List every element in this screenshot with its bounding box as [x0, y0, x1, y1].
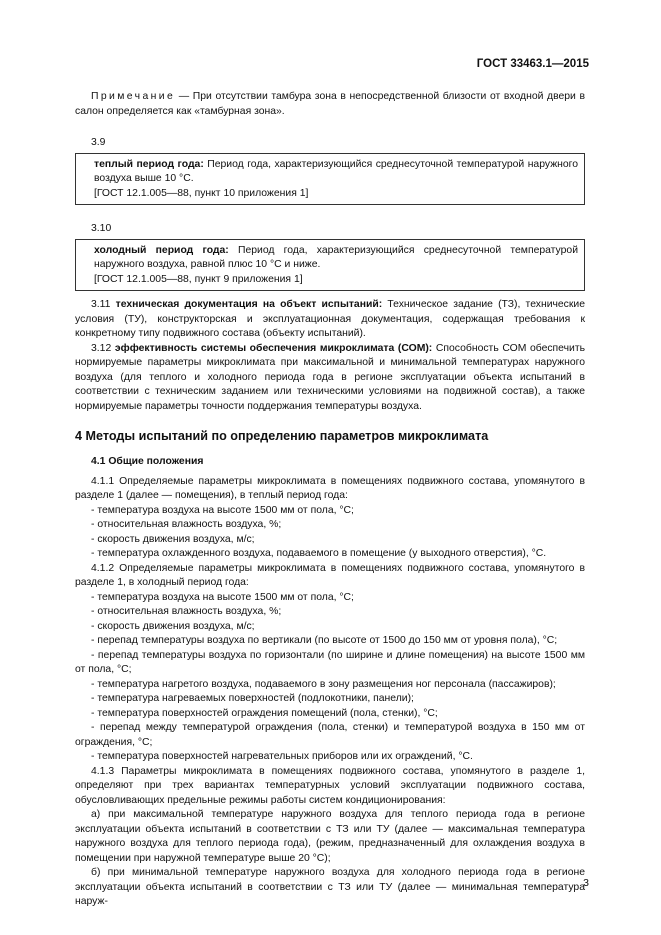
clause-4-1-1: 4.1.1 Определяемые параметры микроклимата в помещениях подвижного состава, упомянутого в разделе 1 (далее — помещения), в теплый период года:: [75, 475, 585, 501]
term-text: Техническое задание (ТЗ), технические условия (ТУ), конструкторская и эксплуатационная документация, содержащая требования к конкретному типу подвижного состава (объекту испытаний).: [75, 299, 586, 339]
term-name: эффективность системы обеспечения микроклимата (СОМ):: [114, 342, 433, 354]
document-code: ГОСТ 33463.1—2015: [476, 58, 589, 70]
note-text: — При отсутствии тамбура зона в непосредственной близости от входной двери в салон определяется как «тамбурная зона».: [75, 91, 585, 117]
term-definition-text: Период года, характеризующийся среднесуточной температурой наружного воздуха выше 10 °С.: [94, 158, 578, 184]
list-item: - температура поверхностей нагревательных приборов или их ограждений, °С.: [91, 751, 473, 762]
term-number: 3.12: [91, 342, 112, 354]
term-definition: [94, 244, 578, 273]
term-3-11: [75, 298, 585, 342]
note-paragraph: [75, 90, 585, 119]
list-item: - температура воздуха на высоте 1500 мм от пола, °С;: [91, 591, 354, 603]
term-box-3-9: [75, 153, 585, 206]
term-box-3-10: [75, 239, 585, 292]
list-item: - температура охлажденного воздуха, подаваемого в помещение (у выходного отверстия), °С.: [91, 548, 547, 559]
page-number: 3: [583, 877, 589, 889]
list-item: - температура нагретого воздуха, подаваемого в зону размещения ног персонала (пассажиров);: [91, 678, 556, 690]
term-source: [ГОСТ 12.1.005—88, пункт 10 приложения 1]: [94, 187, 309, 199]
clause-4-1-3-b: б) при минимальной температуре наружного воздуха для холодного периода года в регионе эксплуатации объекта испытаний в соответствии с ТЗ или ТУ (далее — минимальная температура наруж-: [75, 867, 585, 907]
list-item: - перепад между температурой ограждения (пола, стенки) и температурой воздуха в 150 мм от ограждения, °С;: [75, 722, 585, 748]
term-number-3-10: 3.10: [91, 223, 112, 234]
list-item: - температура воздуха на высоте 1500 мм от пола, °С;: [91, 504, 354, 516]
term-definition-text: Период года, характеризующийся среднесуточной температурой наружного воздуха, равной плюс 10 °С и ниже.: [94, 244, 578, 270]
term-name: техническая документация на объект испытаний:: [115, 299, 383, 310]
term-text: Способность СОМ обеспечить нормируемые параметры микроклимата при максимальной и минимальной температурах наружного воздуха (для теплого и холодного периода года в регионе эксплуатации объекта испытаний в соответствии с техническим заданием или техническими условиями на подвижной состав), а также нормируемые параметры точности поддержания температуры воздуха.: [75, 342, 586, 412]
list-item: - относительная влажность воздуха, %;: [91, 606, 282, 617]
term-definition: [94, 158, 578, 187]
list-item: - перепад температуры воздуха по вертикали (по высоте от 1500 до 150 мм от уровня пола), °С;: [91, 635, 558, 646]
term-3-12: [75, 342, 585, 415]
list-item: - относительная влажность воздуха, %;: [91, 519, 282, 530]
list-item: - температура поверхностей ограждения помещений (пола, стенки), °С;: [91, 707, 438, 719]
clause-4-1-3: 4.1.3 Параметры микроклимата в помещениях подвижного состава, упомянутого в разделе 1, определяют при трех вариантах температурных условий эксплуатации подвижного состава, обусловливающих предельные режимы работы систем кондиционирования:: [75, 765, 585, 806]
list-item: - скорость движения воздуха, м/с;: [91, 533, 255, 545]
subsection-4-1-title: 4.1 Общие положения: [91, 456, 204, 467]
list-item: - перепад температуры воздуха по горизонтали (по ширине и длине помещения) на высоте 1500 мм от пола, °С;: [75, 649, 585, 675]
list-item: - температура нагреваемых поверхностей (подлокотники, панели);: [91, 693, 414, 704]
term-name: теплый период года:: [94, 158, 204, 170]
term-name: холодный период года:: [94, 244, 229, 256]
term-number-3-9: 3.9: [91, 137, 106, 148]
page-content: [75, 90, 585, 910]
clause-4-1-2: 4.1.2 Определяемые параметры микроклимата в помещениях подвижного состава, упомянутого в разделе 1, в холодный период года:: [75, 562, 585, 588]
term-source: [ГОСТ 12.1.005—88, пункт 9 приложения 1]: [94, 273, 303, 285]
note-label: Примечание: [91, 91, 176, 102]
clause-4-1-3-a: а) при максимальной температуре наружного воздуха для теплого периода года в регионе эксплуатации объекта испытаний в соответствии с ТЗ или ТУ (далее — максимальная температура наружного воздуха для теплого периода года), (режим, предназначенный для охлаждения воздуха в помещении при наружной температуре выше 20 °С);: [75, 809, 585, 864]
list-item: - скорость движения воздуха, м/с;: [91, 620, 255, 632]
term-number: 3.11: [91, 299, 111, 310]
section-4-title: 4 Методы испытаний по определению параметров микроклимата: [75, 429, 489, 443]
